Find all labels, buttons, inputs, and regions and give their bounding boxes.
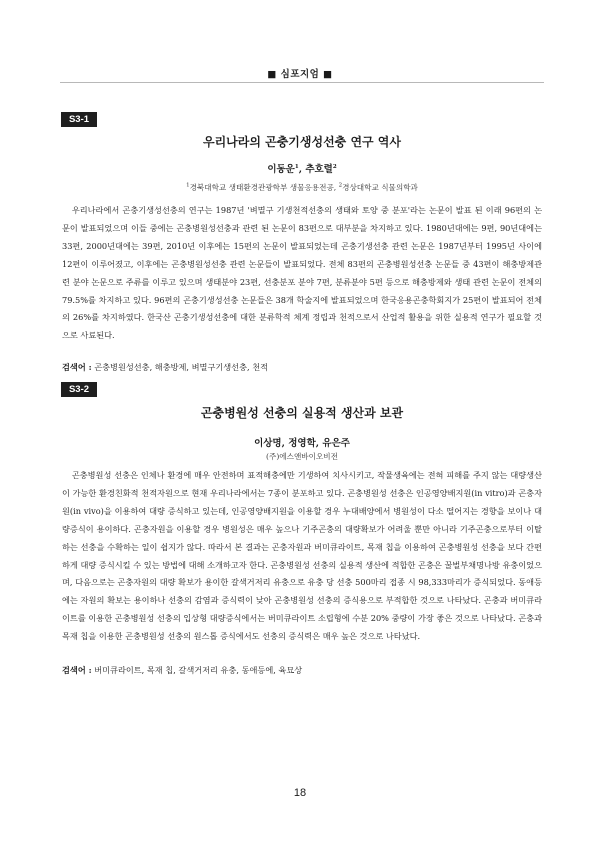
author-name: 이상명: [254, 438, 282, 449]
page-number: 18: [293, 787, 307, 799]
affiliation-sup: 1: [186, 182, 190, 189]
affiliation-text: (주)에스앤바이오비전: [266, 452, 338, 461]
author-name: 이동운: [267, 164, 295, 175]
keywords-line: [62, 362, 542, 373]
author-list: 이상명, 정영학, 유은주: [254, 438, 350, 449]
header-rule: [60, 82, 544, 83]
affiliation-line: [60, 451, 544, 462]
affiliation-sup: 2: [338, 182, 343, 189]
section-code-badge: S3-1: [61, 112, 97, 127]
header-right-mark: ■: [323, 69, 333, 80]
author-list: 이동운$^1$, 추호렬$^2$: [267, 163, 337, 175]
affiliation-text: 경북대학교 생태환경관광학부 생물응용전공,: [189, 183, 337, 192]
abstract-body: 곤충병원성 선충은 인체나 환경에 매우 안전하며 표적해충에만 기생하여 치사시키고, 작물생육에는 전혀 피해를 주지 않는 대량생산이 가능한 환경친화적 천적자원으로 현재 우리나라에서는 7종이 분포하고 있다. 곤충병원성 선충은 인공영양배지원(in vitro)과 곤충자원(in vivo)을 이용하여 대량 증식하고 있는데, 인공영양배지원을 이용할 경우 누대배양에서 병원성이 다소 떨어지는 경향을 보이나 대량증식이 용이하다. 곤충자원을 이용할 경우 병원성은 매우 높으나 기주곤충의 대량확보가 어려울 뿐만 아니라 기주곤충으로부터 이탈하는 선충을 수확하는 일이 쉽지가 않다. 따라서 본 결과는 곤충자원과 버미큐라이트, 목재 칩을 이용하여 곤충병원성 선충을 보다 간편하게 대량 증식시킬 수 있는 방법에 대해 소개하고자 한다. 곤충병원성 선충의 실용적 생산에 적합한 곤충은 꿀벌부채명나방 유충이었으며, 다음으로는 곤충자원의 대량 확보가 용이한 갈색거저리 유충으로 유충 당 선충 500마리 접종 시 98,333마리가 증식되었다. 동애등에는 자원의 확보는 용이하나 선충의 감염과 증식력이 낮아 곤충병원성 선충의 증식용으로 부적합한 것으로 나타났다. 곤충과 버미큐라이트를 이용한 곤충병원성 선충의 입상형 대량증식에서는 버미큐라이트 소립형에 수분 20% 중량이 가장 좋은 것으로 나타났다. 곤충과 목재 칩을 이용한 곤충병원성 선충의 원스톱 증식에서도 선충의 증식력은 매우 높은 것으로 나타났다.: [62, 470, 542, 642]
author-sup: 1: [294, 163, 299, 170]
author-name: 추호렬: [305, 164, 333, 175]
author-sup: 2: [332, 163, 337, 170]
author-name: 유은주: [322, 438, 350, 449]
keywords-text: 곤충병원성선충, 해충방제, 벼멸구기생선충, 천적: [94, 362, 269, 372]
running-header: [0, 66, 600, 80]
affiliation-text: 경상대학교 식물의학과: [342, 183, 418, 192]
keywords-label: 검색어 :: [62, 362, 92, 372]
abstract-title: 우리나라의 곤충기생성선충 연구 역사: [202, 135, 401, 149]
keywords-text: 버미큐라이트, 목재 칩, 갈색거저리 유충, 동애등에, 육묘상: [94, 665, 303, 675]
affiliation-line: [60, 182, 544, 193]
abstract-title: 곤충병원성 선충의 실용적 생산과 보관: [200, 406, 404, 420]
header-title: 심포지엄: [280, 69, 320, 80]
keywords-line: [62, 665, 542, 676]
keywords-label: 검색어 :: [62, 665, 92, 675]
section-code-badge: S3-2: [61, 382, 97, 397]
header-left-mark: ■: [267, 69, 277, 80]
author-name: 정영학: [288, 438, 316, 449]
abstract-body: 우리나라에서 곤충기생성선충의 연구는 1987년 '벼멸구 기생천적선충의 생태와 토양 중 분포'라는 논문이 발표 된 이래 96편의 논문이 발표되었으며 이들 중에는 곤충병원성선충과 관련 된 논문이 83편으로 대부분을 차지하고 있다. 1980년대에는 9편, 90년대에는 33편, 2000년대에는 39편, 2010년 이후에는 15편의 논문이 발표되었는데 곤충기생선충 관련 논문은 1987년부터 1995년 사이에 12편이 이루어졌고, 이후에는 곤충병원성선충 관련 논문들이 발표되었다. 전체 83편의 곤충병원성선충 논문들 중 43편이 해충방제관련 분야 논문으로 주류를 이루고 있으며 생태분야 23편, 선충분포 분야 7편, 분류분야 5편 등으로 해충방제와 생태 관련 논문이 전체의 79.5%를 차지하고 있다. 96편의 곤충기생성선충 논문들은 38개 학술지에 발표되었으며 한국응용곤충학회지가 25편이 발표되어 전체의 26%를 차지하였다. 한국산 곤충기생성선충에 대한 분류학적 체계 정립과 천적으로서 산업적 활용을 위한 실용적 연구가 필요할 것으로 사료된다.: [62, 205, 542, 341]
